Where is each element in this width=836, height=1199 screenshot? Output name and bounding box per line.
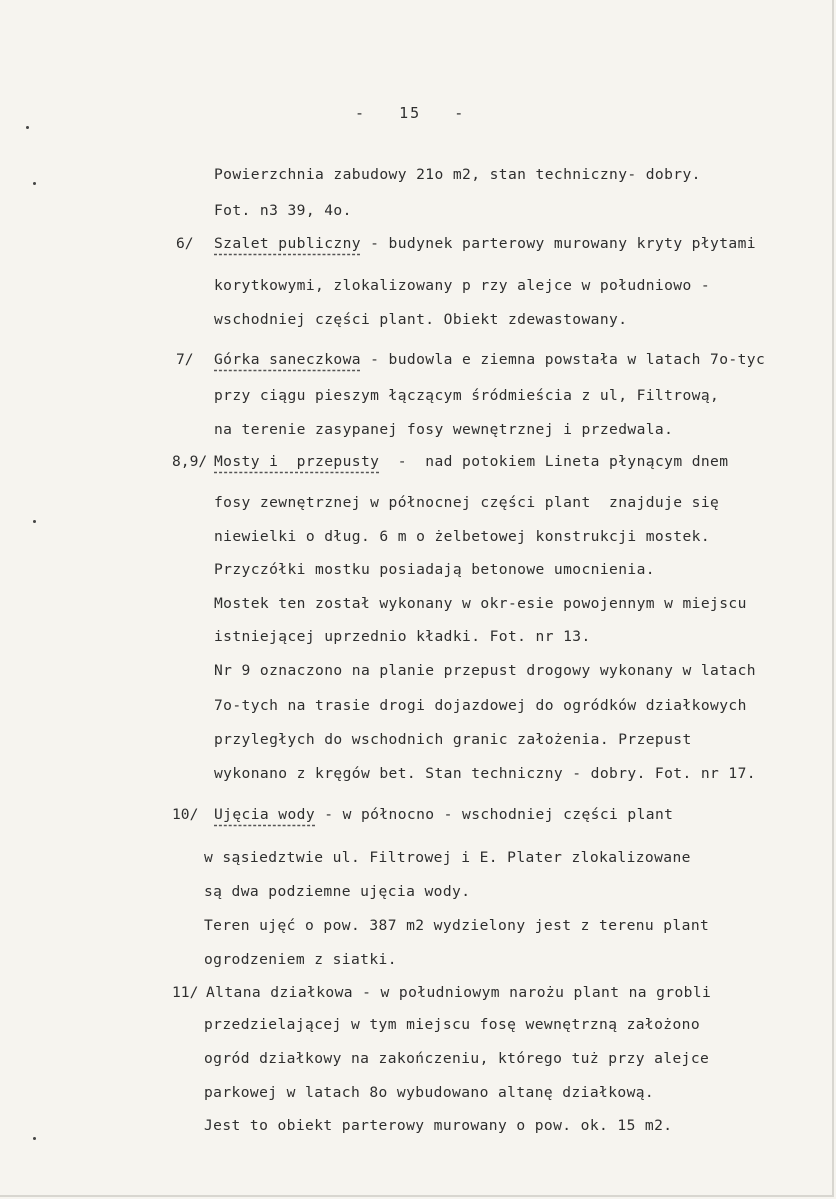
item-line	[214, 453, 728, 470]
text-line: ogrodzeniem z siatki.	[204, 951, 397, 968]
item-text: - budynek parterowy murowany kryty płytami	[360, 235, 756, 252]
item-line	[214, 235, 756, 252]
text-line: Mostek ten został wykonany w okr-esie powojennym w miejscu	[214, 595, 747, 612]
item-number: 6/	[176, 235, 194, 252]
item-text: - budowla e ziemna powstała w latach 7o-tyc	[360, 351, 766, 368]
text-line: Jest to obiekt parterowy murowany o pow. ok. 15 m2.	[204, 1117, 673, 1134]
text-line: wschodniej części plant. Obiekt zdewastowany.	[214, 311, 628, 328]
text-line: przyległych do wschodnich granic założenia. Przepust	[214, 731, 692, 748]
text-line: w sąsiedztwie ul. Filtrowej i E. Plater zlokalizowane	[204, 849, 691, 866]
text-line: wykonano z kręgów bet. Stan techniczny - dobry. Fot. nr 17.	[214, 765, 756, 782]
text-line: ogród działkowy na zakończeniu, którego tuż przy alejce	[204, 1050, 710, 1067]
item-text: - w północno - wschodniej części plant	[315, 806, 674, 823]
text-line: na terenie zasypanej fosy wewnętrznej i przedwala.	[214, 421, 674, 438]
item-line: Altana działkowa - w południowym narożu plant na grobli	[206, 984, 712, 1001]
item-number: 10/	[172, 806, 199, 823]
margin-mark	[33, 520, 36, 523]
text-line: Teren ujęć o pow. 387 m2 wydzielony jest z terenu plant	[204, 917, 710, 934]
text-line: Powierzchnia zabudowy 21o m2, stan techniczny- dobry.	[214, 166, 701, 183]
text-line: 7o-tych na trasie drogi dojazdowej do ogródków działkowych	[214, 697, 747, 714]
text-line: istniejącej uprzednio kładki. Fot. nr 13.	[214, 628, 591, 645]
text-line: są dwa podziemne ujęcia wody.	[204, 883, 471, 900]
text-line: Nr 9 oznaczono na planie przepust drogowy wykonany w latach	[214, 662, 756, 679]
text-line: niewielki o dług. 6 m o żelbetowej konstrukcji mostek.	[214, 528, 711, 545]
item-heading: Ujęcia wody	[214, 806, 316, 823]
item-heading: Szalet publiczny	[214, 235, 361, 252]
item-heading: Mosty i przepusty	[214, 453, 380, 470]
item-line	[214, 806, 673, 823]
item-number: 8,9/	[172, 453, 208, 470]
text-line: przy ciągu pieszym łączącym śródmieścia z ul, Filtrową,	[214, 387, 720, 404]
page-number: - 15 -	[355, 104, 466, 122]
margin-mark	[33, 1137, 36, 1140]
margin-mark	[33, 182, 36, 185]
item-line	[214, 351, 765, 368]
item-number: 7/	[176, 351, 194, 368]
text-line: fosy zewnętrznej w północnej części plant znajduje się	[214, 494, 720, 511]
text-line: przedzielającej w tym miejscu fosę wewnętrzną założono	[204, 1016, 701, 1033]
item-heading: Górka saneczkowa	[214, 351, 361, 368]
item-text: - nad potokiem Lineta płynącym dnem	[379, 453, 729, 470]
text-line: Przyczółki mostku posiadają betonowe umocnienia.	[214, 561, 655, 578]
text-line: parkowej w latach 8o wybudowano altanę działkową.	[204, 1084, 655, 1101]
text-line: korytkowymi, zlokalizowany p rzy alejce w południowo -	[214, 277, 711, 294]
margin-mark	[26, 126, 29, 129]
text-line: Fot. n3 39, 4o.	[214, 202, 352, 219]
item-number: 11/	[172, 984, 199, 1001]
